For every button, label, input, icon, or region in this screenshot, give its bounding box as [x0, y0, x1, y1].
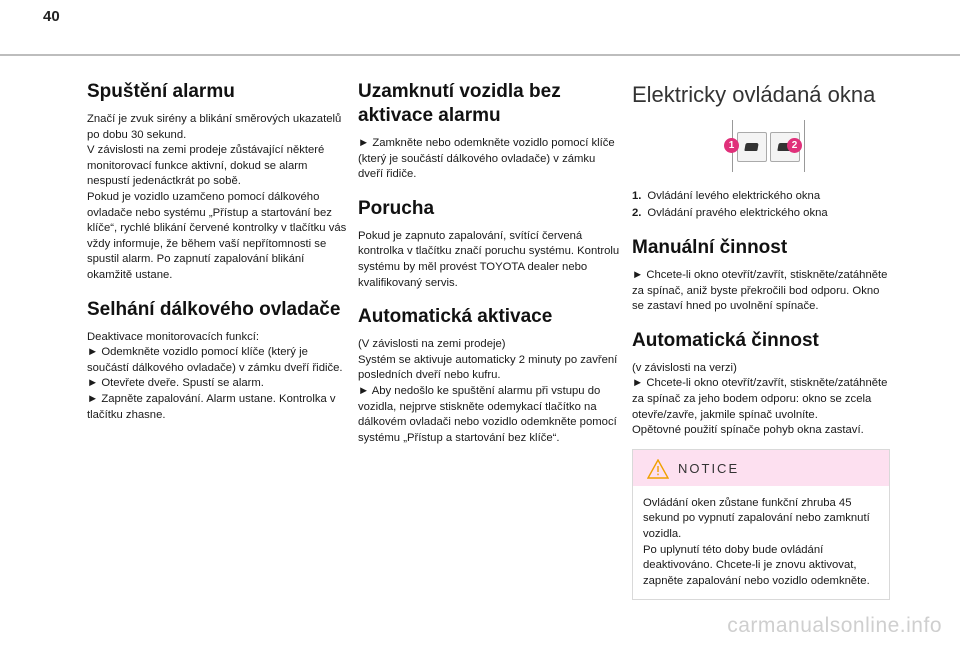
list-number: 2.	[632, 207, 642, 219]
callout-badge-2: 2	[787, 138, 802, 153]
paragraph: ► Zamkněte nebo odemkněte vozidlo pomocí klíče (který je součástí dálkového ovladače) v zámku dveří řidiče.	[358, 137, 615, 181]
notice-header	[633, 450, 889, 486]
paragraph: Ovládání oken zůstane funkční zhruba 45 sekund po vypnutí zapalování nebo zamknutí vozidla.	[643, 496, 870, 540]
paragraph: Pokud je zapnuto zapalování, svítící červená kontrolka v tlačítku značí poruchu systému. Kontrolu systému by měl provést TOYOTA dealer nebo kvalifikovaný servis.	[358, 229, 620, 289]
title-line: aktivace alarmu	[358, 105, 501, 126]
page-number: 40	[43, 8, 60, 25]
paragraph: ► Aby nedošlo ke spuštění alarmu při vstupu do vozidla, nejprve stiskněte odemykací tlačítko na dálkovém ovladači nebo vozidlo odemkněte pomocí systému „Přístup a startování bez klíče“.	[358, 384, 617, 444]
watermark: carmanualsonline.info	[727, 614, 942, 637]
list-item	[632, 188, 894, 205]
section-title-lock-without-alarm	[358, 80, 620, 128]
paragraph: Deaktivace monitorovacích funkcí:	[87, 330, 260, 343]
section-title-power-windows: Elektricky ovládaná okna	[632, 82, 876, 107]
notice-box	[632, 449, 890, 601]
paragraph: (V závislosti na zemi prodeje)	[358, 338, 506, 351]
paragraph: Značí je zvuk sirény a blikání směrových ukazatelů po dobu 30 sekund.	[87, 113, 342, 141]
column-1	[87, 80, 349, 423]
paragraph: (v závislosti na verzi)	[632, 361, 737, 374]
paragraph: Systém se aktivuje automaticky 2 minuty po zavření posledních dveří nebo kufru.	[358, 353, 618, 382]
paragraph: Pokud je vozidlo uzamčeno pomocí dálkového ovladače nebo systému „Přístup a startování bez klíče“, rychlé blikání červené kontrolky v tlačítku vás vždy informuje, že během vaší nepřítomnosti se spustil alarm. Po zapnutí zapalování blikání okamžitě ustane.	[87, 190, 347, 281]
header-rule	[0, 54, 960, 56]
title-line: Uzamknutí vozidla bez	[358, 81, 561, 102]
list-text: Ovládání levého elektrického okna	[647, 190, 821, 202]
column-3	[632, 80, 894, 600]
section-title-manual-operation: Manuální činnost	[632, 237, 788, 258]
paragraph: ► Zapněte zapalování. Alarm ustane. Kontrolka v tlačítku zhasne.	[87, 392, 336, 421]
list-number: 1.	[632, 190, 642, 202]
section-title-auto-activation: Automatická aktivace	[358, 306, 553, 328]
paragraph: V závislosti na zemi prodeje zůstávající některé monitorovací funkce aktivní, dokud se alarm nespustí jedenáctkrát po sobě.	[87, 144, 325, 188]
section-title-fault: Porucha	[358, 197, 435, 219]
callout-badge-1: 1	[724, 138, 739, 153]
paragraph: Opětovné použití spínače pohyb okna zastaví.	[632, 424, 864, 437]
section-title-automatic-operation: Automatická činnost	[632, 329, 819, 351]
divider-line	[804, 120, 805, 172]
window-switch-icon	[744, 143, 758, 151]
paragraph: ► Chcete-li okno otevřít/zavřít, stiskněte/zatáhněte za spínač za jeho bodem odporu: okno se zcela otevře/zavře, jakmile spínač uvolníte.	[632, 377, 888, 421]
notice-title: NOTICE	[678, 460, 740, 476]
window-switch-illustration	[632, 120, 894, 180]
section-title-alarm-triggering: Spuštění alarmu	[87, 81, 235, 102]
left-window-switch	[737, 132, 767, 162]
paragraph: ► Chcete-li okno otevřít/zavřít, stiskněte/zatáhněte za spínač, aniž byste překročili bod odporu. Okno se zastaví hned po uvolnění spínače.	[632, 269, 888, 313]
paragraph: ► Otevřete dveře. Spustí se alarm.	[87, 377, 264, 390]
notice-body	[633, 486, 889, 600]
paragraph: Po uplynutí této doby bude ovládání deaktivováno. Chcete-li je znovu aktivovat, zapněte zapalování nebo vozidlo odemkněte.	[643, 543, 870, 587]
warning-icon	[647, 459, 669, 479]
list-item	[632, 205, 894, 222]
section-title-remote-failure: Selhání dálkového ovladače	[87, 298, 341, 320]
list-text: Ovládání pravého elektrického okna	[647, 207, 828, 219]
column-2	[358, 80, 620, 446]
paragraph: ► Odemkněte vozidlo pomocí klíče (který je součástí dálkového ovladače) v zámku dveří řidiče.	[87, 346, 343, 374]
